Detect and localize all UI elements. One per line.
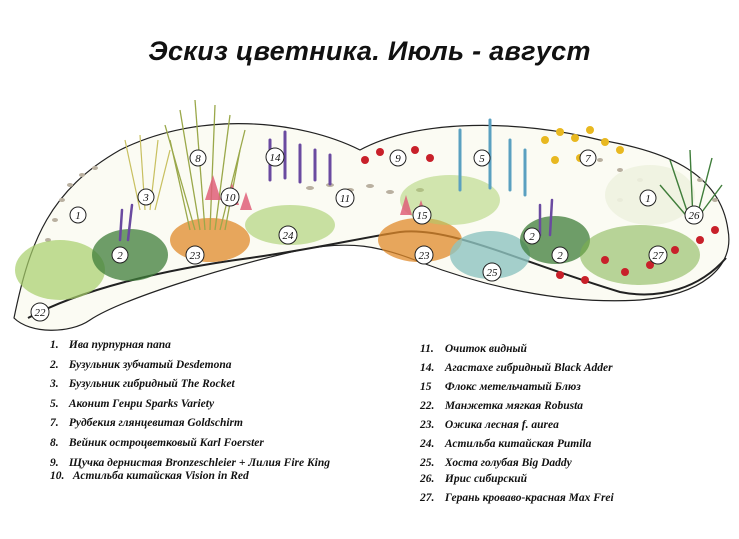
svg-text:25: 25 xyxy=(486,267,498,279)
plant-marker xyxy=(138,189,154,205)
legend-item: 24. Астильба китайская Pumila xyxy=(420,438,592,450)
svg-text:22: 22 xyxy=(34,307,46,319)
svg-text:23: 23 xyxy=(418,250,430,262)
svg-text:9: 9 xyxy=(395,153,401,165)
legend-item: 9. Щучка дернистая Bronzeschleier + Лилия Fire King xyxy=(50,457,331,469)
svg-text:24: 24 xyxy=(282,230,294,242)
plant-marker xyxy=(474,150,490,166)
plant-marker xyxy=(112,247,128,263)
svg-text:23: 23 xyxy=(189,250,201,262)
plant-marker xyxy=(186,246,204,264)
page-title: Эскиз цветника. Июль - август xyxy=(148,36,591,66)
legend-item: 25. Хоста голубая Big Daddy xyxy=(420,457,572,469)
plant-marker xyxy=(221,188,239,206)
plant-marker xyxy=(70,207,86,223)
plant-marker xyxy=(336,189,354,207)
legend-item: 26. Ирис сибирский xyxy=(420,473,528,485)
svg-text:2: 2 xyxy=(117,250,123,262)
plant-marker xyxy=(279,226,297,244)
plant-marker xyxy=(685,206,703,224)
svg-text:5: 5 xyxy=(479,153,485,165)
plant-marker xyxy=(190,150,206,166)
svg-text:1: 1 xyxy=(75,210,81,222)
svg-text:3: 3 xyxy=(143,192,149,204)
svg-text:14: 14 xyxy=(269,152,281,164)
legend-item: 22. Манжетка мягкая Robusta xyxy=(420,400,584,412)
legend-item: 7. Рудбекия глянцевитая Goldschirm xyxy=(50,417,243,429)
plant-marker xyxy=(390,150,406,166)
plant-marker xyxy=(266,148,284,166)
plant-marker xyxy=(413,206,431,224)
legend-item: 15 Флокс метельчатый Блюз xyxy=(420,381,581,393)
svg-text:2: 2 xyxy=(557,250,563,262)
svg-text:1: 1 xyxy=(645,193,651,205)
svg-text:10: 10 xyxy=(224,192,236,204)
plant-marker xyxy=(552,247,568,263)
legend-item: 3. Бузульник гибридный The Rocket xyxy=(50,378,235,390)
legend-item: 5. Аконит Генри Sparks Variety xyxy=(50,398,215,410)
svg-text:8: 8 xyxy=(195,153,201,165)
legend-item: 2. Бузульник зубчатый Desdemona xyxy=(50,359,232,371)
svg-text:2: 2 xyxy=(529,231,535,243)
legend-item: 14. Агастахе гибридный Black Adder xyxy=(420,362,613,374)
svg-text:11: 11 xyxy=(339,193,351,205)
legend-item: 8. Вейник остроцветковый Karl Foerster xyxy=(50,437,264,449)
plant-marker xyxy=(640,190,656,206)
plant-marker xyxy=(415,246,433,264)
plant-marker xyxy=(524,228,540,244)
svg-text:15: 15 xyxy=(416,210,428,222)
plant-marker xyxy=(649,246,667,264)
svg-text:27: 27 xyxy=(652,250,664,262)
plant-marker xyxy=(0,0,12,3)
svg-text:26: 26 xyxy=(688,210,700,222)
legend-item: 1. Ива пурпурная папа xyxy=(50,339,171,351)
legend-item: 10. Астильба китайская Vision in Red xyxy=(50,470,249,482)
svg-text:7: 7 xyxy=(585,153,591,165)
plant-marker xyxy=(483,263,501,281)
legend-item: 11. Очиток видный xyxy=(420,343,527,355)
plant-marker xyxy=(580,150,596,166)
legend-item: 27. Герань кроваво-красная Max Frei xyxy=(420,492,614,504)
plant-marker xyxy=(31,303,49,321)
legend-item: 23. Ожика лесная f. aurea xyxy=(420,419,559,431)
